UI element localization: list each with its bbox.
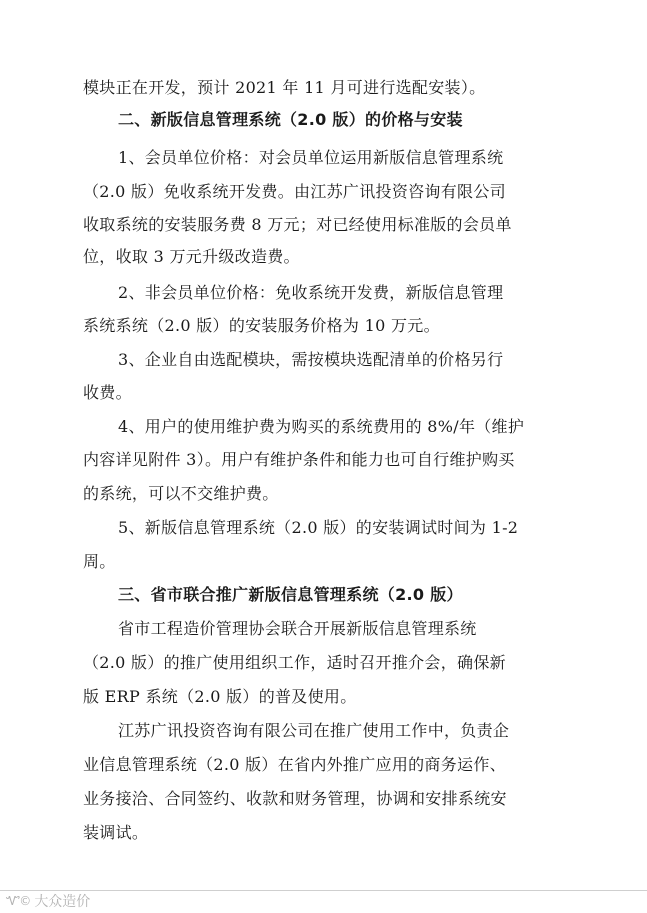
text-line: 的系统，可以不交维护费。 [83,484,279,503]
text-line: 省市工程造价管理协会联合开展新版信息管理系统 [118,619,477,638]
text-line: 模块正在开发，预计 2021 年 11 月可进行选配安装）。 [83,78,486,97]
text-line: 4、用户的使用维护费为购买的系统费用的 8%/年（维护 [118,417,525,436]
text-line: 业信息管理系统（2.0 版）在省内外推广应用的商务运作、 [83,755,506,774]
section-heading: 二、新版信息管理系统（2.0 版）的价格与安装 [118,110,463,129]
watermark-logo-icon: Ꮙ© [6,893,31,908]
text-line: 1、会员单位价格：对会员单位运用新版信息管理系统 [118,148,504,167]
text-line: 周。 [83,552,116,571]
text-line: 2、非会员单位价格：免收系统开发费，新版信息管理 [118,283,504,302]
text-line: 位，收取 3 万元升级改造费。 [83,247,300,266]
text-line: 装调试。 [83,823,149,842]
watermark [6,890,90,912]
text-line: 5、新版信息管理系统（2.0 版）的安装调试时间为 1-2 [118,518,519,537]
text-line: 收费。 [83,383,132,402]
bottom-divider [0,890,647,891]
text-line: 内容详见附件 3）。用户有维护条件和能力也可自行维护购买 [83,450,515,469]
section-heading: 三、省市联合推广新版信息管理系统（2.0 版） [118,585,463,604]
text-line: 江苏广讯投资咨询有限公司在推广使用工作中，负责企 [118,721,510,740]
text-line: 版 ERP 系统（2.0 版）的普及使用。 [83,687,357,706]
text-line: （2.0 版）的推广使用组织工作，适时召开推介会，确保新 [83,653,506,672]
watermark-text: 大众造价 [34,894,91,910]
text-line: （2.0 版）免收系统开发费。由江苏广讯投资咨询有限公司 [83,182,506,201]
text-line: 业务接洽、合同签约、收款和财务管理，协调和安排系统安 [83,789,507,808]
text-line: 收取系统的安装服务费 8 万元；对已经使用标准版的会员单 [83,215,512,234]
text-line: 系统系统（2.0 版）的安装服务价格为 10 万元。 [83,316,440,335]
text-line: 3、企业自由选配模块，需按模块选配清单的价格另行 [118,350,504,369]
